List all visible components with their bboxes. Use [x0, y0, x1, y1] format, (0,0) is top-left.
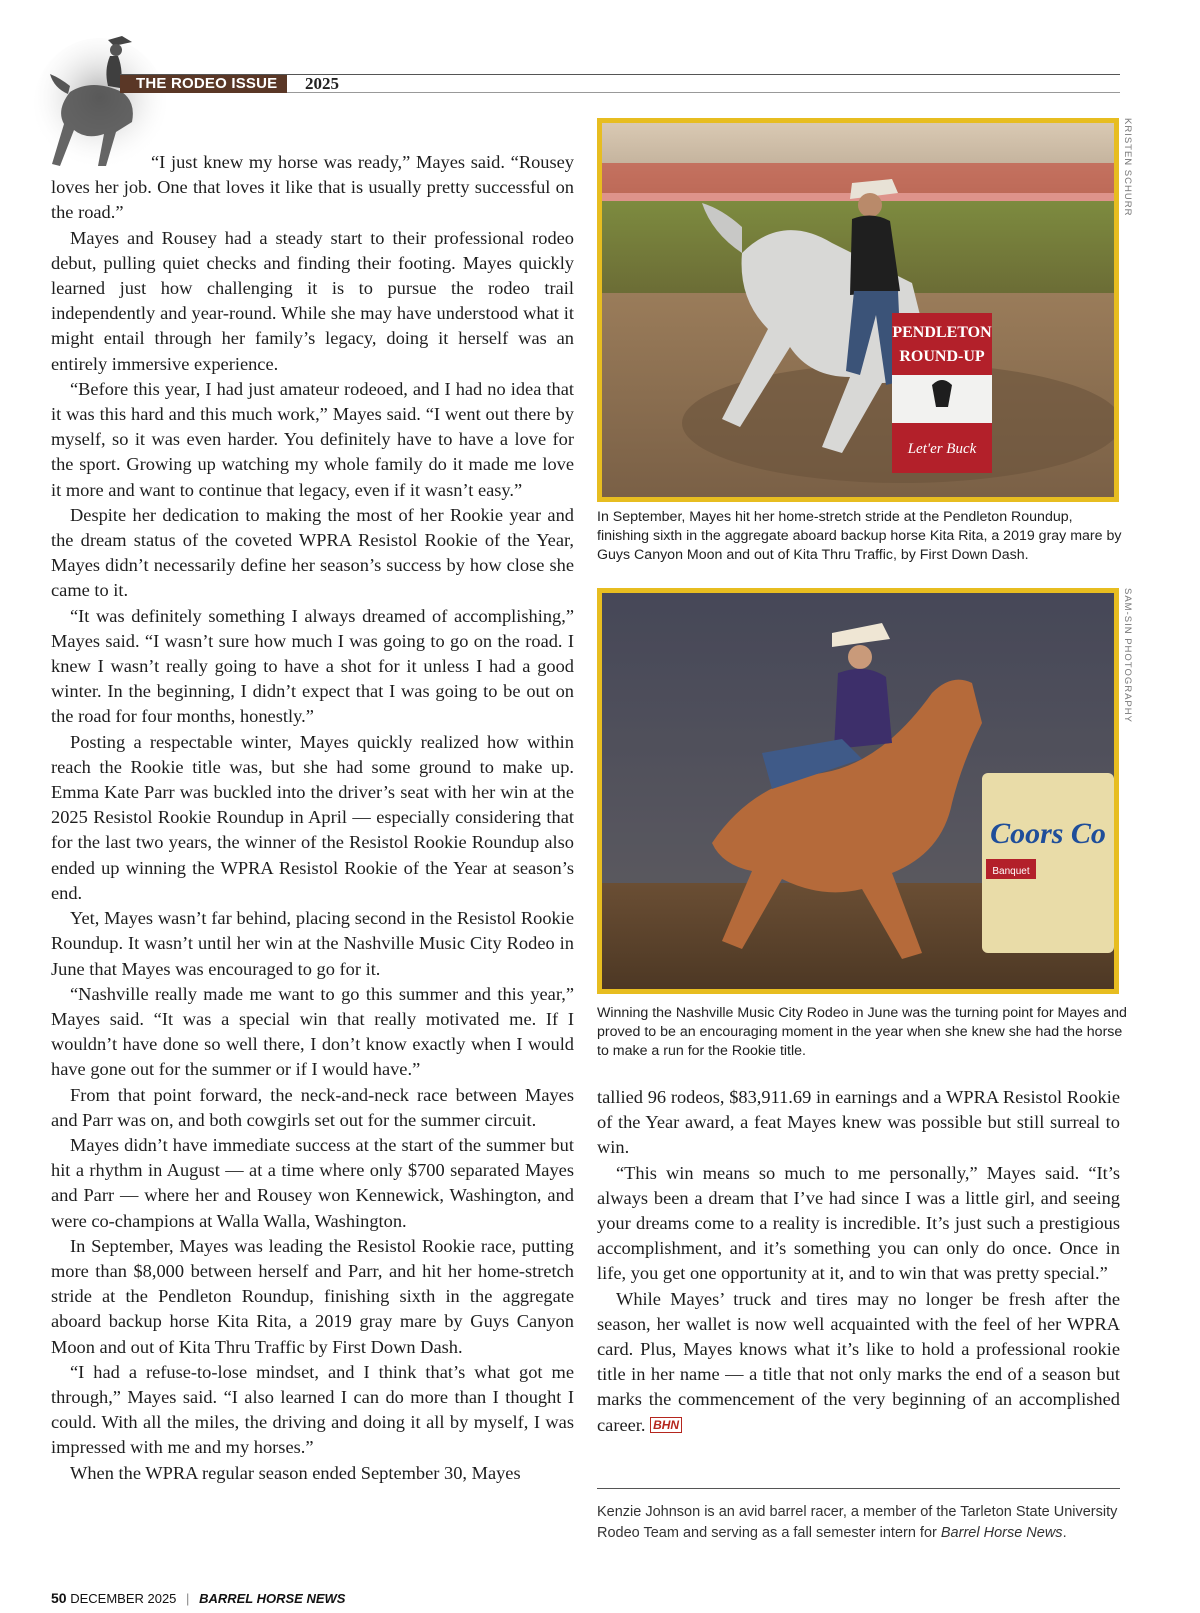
article-paragraph: Posting a respectable winter, Mayes quickly realized how within reach the Rookie title was, but she had some ground to make up. Emma Kate Parr was buckled into the driver’s seat with her win at the 2025 Resistol Rookie Roundup in April — especially considering that for the last two years, the winner of the Resistol Rookie Roundup also ended up winning the WPRA Resistol Rookie of the Year at season’s end.: [51, 731, 574, 903]
article-paragraph: [597, 1287, 1120, 1438]
bio-text-end: .: [1062, 1525, 1067, 1541]
bio-publication: Barrel Horse News: [940, 1525, 1063, 1541]
author-bio: [597, 1502, 1120, 1544]
article-right-column: [597, 1085, 1120, 1438]
article-paragraph: When the WPRA regular season ended September 30, Mayes: [70, 1462, 521, 1483]
footer-separator: |: [186, 1591, 190, 1606]
pendleton-photo: [597, 118, 1119, 502]
article-paragraph: In September, Mayes was leading the Resistol Rookie race, putting more than $8,000 between herself and Parr, and hit her home-stretch stride at the Pendleton Roundup, finishing sixth in the aggregate aboard backup horse Kita Rita, a 2019 gray mare by Guys Canyon Moon and out of Kita Thru Traffic by First Down Dash.: [51, 1235, 574, 1357]
nashville-photo: [597, 588, 1119, 994]
photo-credit: SAM-SIN PHOTOGRAPHY: [1122, 588, 1133, 723]
article-paragraph: “I just knew my horse was ready,” Mayes said. “Rousey loves her job. One that loves it like that is usually pretty successful on the road.”: [51, 152, 574, 223]
article-paragraph: Mayes and Rousey had a steady start to their professional rodeo debut, pulling quiet checks and finding their footing. Mayes quickly learned just how challenging it is to pursue the rodeo trail independently and year-round. While she may have understood what it might entail through her family’s legacy, doing it herself was an entirely immersive experience.: [51, 227, 574, 374]
barrel-sub-text: Banquet: [992, 866, 1030, 877]
article-paragraph: “Before this year, I had just amateur rodeoed, and I had no idea that it was this hard and this much work,” Mayes said. “I went out there by myself, so it was even harder. You definitely have to have a love for the sport. Growing up watching my whole family do it made me love it more and want to continue that legacy, even if it wasn’t easy.”: [51, 378, 574, 500]
article-paragraph: Yet, Mayes wasn’t far behind, placing second in the Resistol Rookie Roundup. It wasn’t until her win at the Nashville Music City Rodeo in June that Mayes was encouraged to go for it.: [51, 908, 574, 979]
photo-caption: In September, Mayes hit her home-stretch stride at the Pendleton Roundup, finishing sixth in the aggregate aboard backup horse Kita Rita, a 2019 gray mare by Guys Canyon Moon and out of Kita Thru Traffic, by First Down Dash.: [597, 509, 1122, 563]
magazine-name: BARREL HORSE NEWS: [199, 1591, 346, 1606]
article-paragraph: “This win means so much to me personally,” Mayes said. “It’s always been a dream that I’ve had since I was a little girl, and seeing your dreams come to a reality is incredible. It’s just such a prestigious accomplishment, and it’s something you can only do once. Once in life, you get one opportunity at it, and to win that was pretty special.”: [597, 1162, 1120, 1284]
barrel-brand-text: Coors Co: [990, 817, 1106, 850]
barrel-text-line2: ROUND-UP: [899, 348, 985, 365]
section-label: THE RODEO ISSUE: [120, 75, 287, 93]
article-paragraph: “Nashville really made me want to go this summer and this year,” Mayes said. “It was a special win that really motivated me. If I wouldn’t have done so well there, I don’t know exactly when I would have gone out for the summer or if I would have.”: [51, 983, 574, 1080]
photo-credit: KRISTEN SCHURR: [1122, 118, 1133, 217]
photo-caption: Winning the Nashville Music City Rodeo in June was the turning point for Mayes and proved to be an encouraging moment in the year when she knew she had the horse to make a run for the Rookie title.: [597, 1005, 1127, 1059]
issue-year: 2025: [305, 74, 339, 93]
article-left-column: [51, 150, 574, 1486]
page-number: 50: [51, 1590, 67, 1606]
bhn-end-mark: BHN: [650, 1417, 682, 1433]
bio-text: Kenzie Johnson is an avid barrel racer, a member of the Tarleton State University Rodeo Team and serving as a fall semester intern for: [597, 1504, 1118, 1541]
page-footer: [51, 1590, 345, 1607]
article-paragraph: “It was definitely something I always dreamed of accomplishing,” Mayes said. “I wasn’t sure how much I was going to go on the road. I knew I wasn’t really going to have a shot for it unless I had a good winter. In the beginning, I didn’t expect that I was going to be out on the road for four months, honestly.”: [51, 605, 574, 727]
article-paragraph-text: While Mayes’ truck and tires may no longer be fresh after the season, her wallet is now well acquainted with the feel of her WPRA card. Plus, Mayes knows what it’s like to hold a professional rookie title in her name — a title that not only marks the end of a season but marks the commencement of the very beginning of an accomplished career.: [597, 1288, 1120, 1435]
barrel-text-line1: PENDLETON: [892, 324, 992, 341]
article-paragraph: tallied 96 rodeos, $83,911.69 in earnings and a WPRA Resistol Rookie of the Year award, a feat Mayes knew was possible but still surreal to win.: [597, 1087, 1120, 1158]
article-paragraph: “I had a refuse-to-lose mindset, and I think that’s what got me through,” Mayes said. “I also learned I can do more than I thought I could. With all the miles, the driving and doing it all by myself, I was impressed with me and my horses.”: [51, 1361, 574, 1458]
article-paragraph: From that point forward, the neck-and-neck race between Mayes and Parr was on, and both cowgirls set out for the summer circuit.: [51, 1084, 574, 1130]
issue-date: DECEMBER 2025: [70, 1591, 177, 1606]
bio-divider: [597, 1488, 1120, 1489]
barrel-slogan: Let'er Buck: [907, 441, 977, 457]
article-paragraph: Mayes didn’t have immediate success at the start of the summer but hit a rhythm in August — at a time where only $700 separated Mayes and Parr — where her and Rousey won Kennewick, Washington, and were co-champions at Walla Walla, Washington.: [51, 1134, 574, 1231]
article-paragraph: Despite her dedication to making the most of her Rookie year and the dream status of the coveted WPRA Resistol Rookie of the Year, Mayes didn’t necessarily define her season’s success by how close she came to it.: [51, 504, 574, 601]
